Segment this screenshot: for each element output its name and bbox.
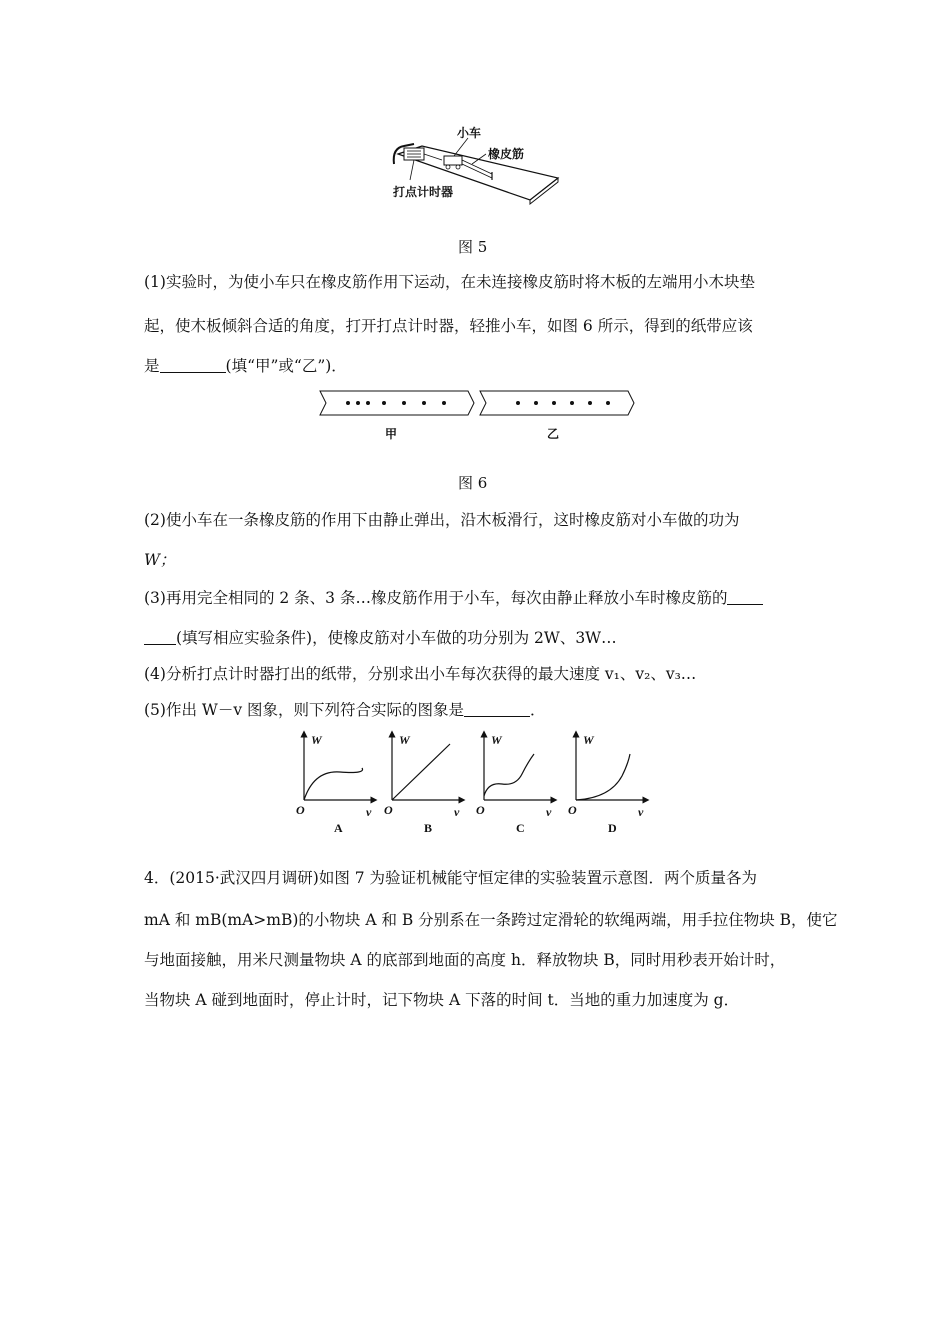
graph-b-x-label: v (454, 805, 460, 819)
figure-6-tapes (318, 388, 638, 418)
tape-jia-dot (422, 401, 426, 405)
figure-5-caption: 图 5 (458, 238, 488, 256)
problem4-line-2: mA 和 mB(mA>mB)的小物块 A 和 B 分别系在一条跨过定滑轮的软绳两端，用手拉住物块 B，使它 (144, 911, 838, 929)
q1-line-3 (144, 356, 347, 376)
option-c-label: C (516, 821, 525, 835)
option-a-label: A (334, 821, 343, 835)
q3-line-1-text: (3)再用完全相同的 2 条、3 条…橡皮筋作用于小车，每次由静止释放小车时橡皮筋的 (144, 589, 728, 607)
label-car: 小车 (457, 126, 482, 140)
q3-line-2 (144, 628, 617, 648)
q1-line-3-prefix: 是 (144, 357, 160, 375)
graph-c-origin: O (476, 803, 485, 817)
tape-yi (480, 391, 634, 415)
tape-yi-dot (606, 401, 610, 405)
q2-line-2: W； (144, 551, 176, 569)
answer-blank-q3-start[interactable] (727, 590, 763, 605)
tape-jia (320, 391, 474, 415)
tape-yi-dot (552, 401, 556, 405)
graph-a-y-label: W (311, 733, 322, 747)
q1-line-1: (1)实验时，为使小车只在橡皮筋作用下运动，在未连接橡皮筋时将木板的左端用小木块垫 (144, 273, 755, 291)
tape-jia-dot (366, 401, 370, 405)
option-b-label: B (424, 821, 433, 835)
tape-jia-dot (442, 401, 446, 405)
problem4-line-4: 当物块 A 碰到地面时，停止计时，记下物块 A 下落的时间 t．当地的重力加速度为 g． (144, 991, 740, 1009)
q3-line-2-text: (填写相应实验条件)，使橡皮筋对小车做的功分别为 2W、3W… (176, 629, 617, 647)
figure-6-caption: 图 6 (458, 474, 488, 492)
q4-line: (4)分析打点计时器打出的纸带，分别求出小车每次获得的最大速度 v₁、v₂、v₃… (144, 665, 697, 683)
q3-line-1 (144, 588, 763, 608)
q5-line (144, 700, 546, 720)
tape-label-jia: 甲 (385, 427, 398, 441)
graph-b-y-label: W (399, 733, 410, 747)
tape-yi-dot (516, 401, 520, 405)
wv-graphs (290, 730, 660, 840)
tape-yi-dot (570, 401, 574, 405)
q2-line-1: (2)使小车在一条橡皮筋的作用下由静止弹出，沿木板滑行，这时橡皮筋对小车做的功为 (144, 511, 740, 529)
tape-jia-dot (382, 401, 386, 405)
tape-yi-dot (534, 401, 538, 405)
q1-line-3-suffix: (填“甲”或“乙”)． (225, 357, 347, 375)
graph-c-x-label: v (546, 805, 552, 819)
tape-jia-dot (356, 401, 360, 405)
graph-a-origin: O (296, 803, 305, 817)
tape-label-yi: 乙 (547, 427, 560, 441)
graph-d-x-label: v (638, 805, 644, 819)
label-timer: 打点计时器 (393, 185, 454, 199)
answer-blank-q5[interactable] (464, 702, 530, 717)
tape-yi-dot (588, 401, 592, 405)
option-d-label: D (608, 821, 617, 835)
graph-c-y-label: W (491, 733, 502, 747)
graph-b-origin: O (384, 803, 393, 817)
tape-jia-dot (346, 401, 350, 405)
tape-jia-dot (402, 401, 406, 405)
graph-a-x-label: v (366, 805, 372, 819)
q5-end: ． (530, 701, 546, 719)
q1-line-2: 起，使木板倾斜合适的角度，打开打点计时器，轻推小车，如图 6 所示，得到的纸带应该 (144, 317, 753, 335)
graph-d-y-label: W (583, 733, 594, 747)
answer-blank-q1[interactable] (160, 358, 226, 373)
answer-blank-q3-end[interactable] (144, 630, 176, 645)
problem4-line-1: 4．(2015·武汉四月调研)如图 7 为验证机械能守恒定律的实验装置示意图．两个质量各为 (144, 869, 758, 887)
graph-d-origin: O (568, 803, 577, 817)
q5-text: (5)作出 W－v 图象，则下列符合实际的图象是 (144, 701, 464, 719)
label-rubber-band: 橡皮筋 (488, 147, 525, 161)
problem4-line-3: 与地面接触，用米尺测量物块 A 的底部到地面的高度 h．释放物块 B，同时用秒表开始计时， (144, 951, 786, 969)
